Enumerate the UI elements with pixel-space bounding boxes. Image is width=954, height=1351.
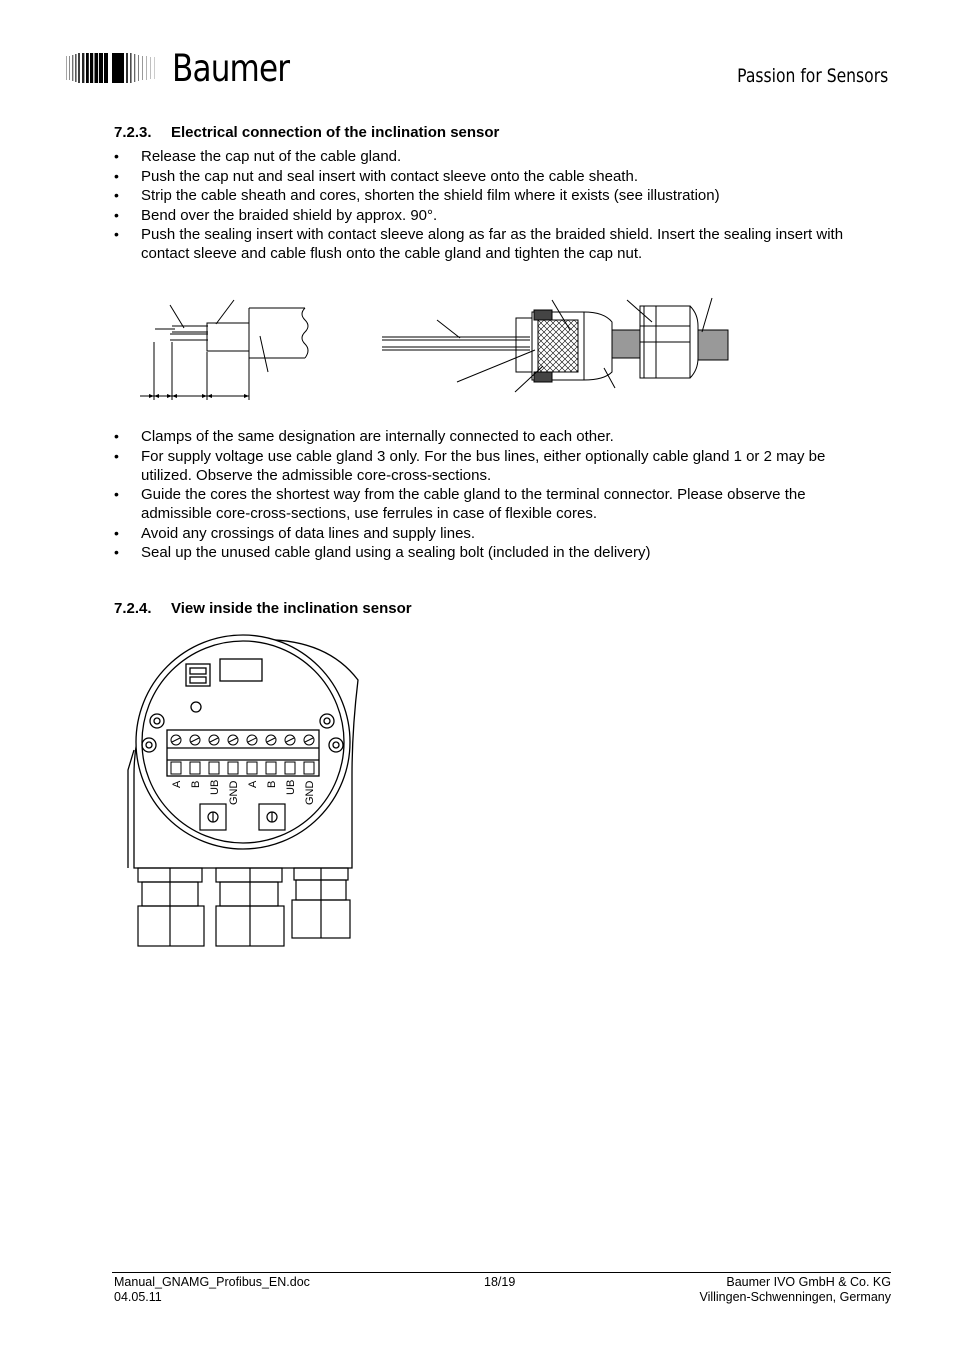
page-header (0, 0, 954, 100)
list-item: • Push the cap nut and seal insert with contact sleeve onto the cable sheath. (114, 167, 874, 186)
footer-right (699, 1275, 891, 1305)
section-heading-electrical-connection (114, 124, 499, 142)
terminal-label-b: B (190, 780, 202, 788)
page-footer (112, 1272, 891, 1304)
section-title: Electrical connection of the inclination sensor (171, 124, 500, 141)
terminal-label-ub: UB (209, 779, 221, 795)
list-item: • Bend over the braided shield by approx. 90°. (114, 206, 874, 225)
tagline: Passion for Sensors (736, 65, 888, 87)
footer-page-number: 18/19 (484, 1275, 516, 1289)
list-item: • Strip the cable sheath and cores, shorten the shield film where it exists (see illustration) (114, 186, 874, 205)
footer-filename: Manual_GNAMG_Profibus_EN.doc (114, 1275, 310, 1289)
footer-company: Baumer IVO GmbH & Co. KG (726, 1275, 891, 1289)
footer-left (114, 1275, 310, 1305)
notes-list (114, 427, 874, 563)
terminal-label-b: B (266, 780, 278, 788)
terminal-label-gnd: GND (228, 780, 240, 805)
list-item: • Release the cap nut of the cable gland. (114, 147, 874, 166)
instruction-list (114, 147, 874, 264)
brand-name: Baumer (172, 47, 290, 90)
list-item: • Guide the cores the shortest way from the cable gland to the terminal connector. Please observe the admissible core-cross-sections, use ferrules in case of flexible cores. (114, 485, 874, 523)
terminal-label-a: A (171, 780, 183, 788)
footer-date: 04.05.11 (114, 1290, 162, 1304)
cable-stripping-diagram (130, 290, 730, 405)
section-number: 7.2.4. (114, 600, 152, 617)
sensor-inside-view-diagram (120, 630, 410, 960)
list-item: • Seal up the unused cable gland using a sealing bolt (included in the delivery) (114, 543, 874, 562)
terminal-label-ub: UB (285, 779, 297, 795)
footer-location: Villingen-Schwenningen, Germany (699, 1290, 891, 1304)
section-number: 7.2.3. (114, 124, 152, 141)
list-item: • Push the sealing insert with contact sleeve along as far as the braided shield. Insert the sealing insert with contact sleeve and cable flush onto the cable gland and tighten the cap nut. (114, 225, 874, 263)
baumer-logo-icon (66, 53, 160, 83)
section-heading-view-inside (114, 600, 412, 618)
list-item: • For supply voltage use cable gland 3 only. For the bus lines, either optionally cable gland 1 or 2 may be utilized. Observe the admissible core-cross-sections. (114, 447, 874, 485)
terminal-label-gnd: GND (304, 780, 316, 805)
terminal-label-a: A (247, 780, 259, 788)
list-item: • Avoid any crossings of data lines and supply lines. (114, 524, 874, 543)
list-item: • Clamps of the same designation are internally connected to each other. (114, 427, 874, 446)
section-title: View inside the inclination sensor (171, 600, 412, 617)
